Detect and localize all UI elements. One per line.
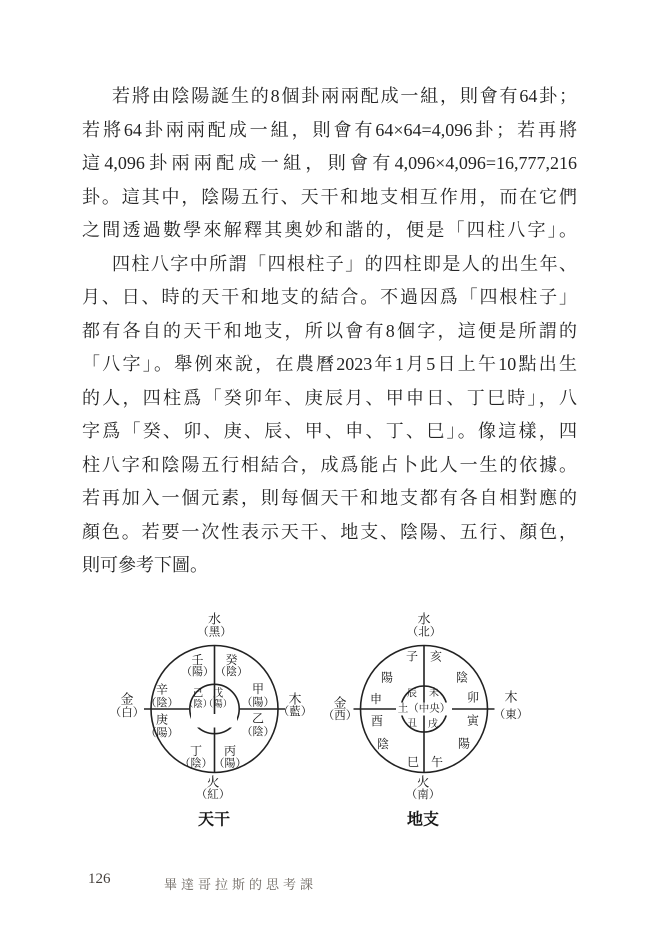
tiangan-diagram xyxy=(105,608,320,835)
dizhi-label-wood: 木 xyxy=(504,689,518,705)
dizhi-caption: 地支 xyxy=(406,811,440,829)
tiangan-stem-ji: 己 xyxy=(192,688,204,699)
tiangan-stem-geng-pol: （陽） xyxy=(145,727,179,739)
paragraph2-line9: 顏色。若要一次性表示天干、地支、陰陽、五行、顏色， xyxy=(82,521,577,542)
paragraph2-line6: 字爲「癸、卯、庚、辰、甲、申、丁、巳」。像這樣，四 xyxy=(82,421,577,441)
tiangan-earth-label-background xyxy=(191,714,237,728)
paragraph2-line4: 「八字」。舉例來說，在農曆2023年1月5日上午10點出生 xyxy=(82,354,577,374)
dizhi-label-fire: 火 xyxy=(416,774,430,790)
tiangan-stem-yi: 乙 xyxy=(251,711,265,726)
tiangan-stem-xin-pol: （陰） xyxy=(145,697,179,709)
dizhi-yang-upper: 陽 xyxy=(380,670,394,685)
paragraph1-line2: 若將64卦兩兩配成一組，則會有64×64=4,096卦；若再將 xyxy=(82,119,577,140)
dizhi-branch-hai: 亥 xyxy=(429,649,443,664)
dizhi-label-water-dir: （北） xyxy=(406,626,442,639)
tiangan-stem-bing-pol: （陽） xyxy=(213,757,247,770)
tiangan-stem-ren-pol: （陽） xyxy=(181,666,214,678)
tiangan-stem-ding: 丁 xyxy=(189,744,203,758)
paragraph2-line7: 柱八字和陰陽五行相結合，成爲能占卜此人一生的依據。 xyxy=(82,454,577,475)
dizhi-yang-lower: 陽 xyxy=(457,736,471,751)
tiangan-caption: 天干 xyxy=(197,811,231,829)
tiangan-stem-jia-pol: （陽） xyxy=(241,696,275,709)
tiangan-stem-wu: 戊 xyxy=(212,688,224,699)
paragraph1-line1: 若將由陰陽誕生的8個卦兩兩配成一組，則會有64卦； xyxy=(112,86,577,106)
tiangan-label-water-color: （黑） xyxy=(197,626,232,639)
page-footer xyxy=(0,868,663,896)
dizhi-yin-upper: 陰 xyxy=(455,670,469,685)
tiangan-label-wood-color: （藍） xyxy=(277,706,313,718)
tiangan-stem-yi-pol: （陰） xyxy=(241,726,275,738)
dizhi-branch-chen: 辰 xyxy=(407,688,417,700)
dizhi-branch-zi: 子 xyxy=(405,649,419,664)
paragraph2-line8: 若再加入一個元素，則每個天干和地支都有各自相對應的 xyxy=(82,488,577,508)
tiangan-stem-bing: 丙 xyxy=(223,744,237,758)
paragraph2-line5: 的人，四柱爲「癸卯年、庚辰月、甲申日、丁巳時」，八 xyxy=(82,387,577,408)
dizhi-branch-yin: 寅 xyxy=(466,713,480,728)
tiangan-label-wood: 木 xyxy=(288,691,302,707)
paragraph2-line10: 則可參考下圖。 xyxy=(82,555,208,575)
dizhi-branch-mao: 卯 xyxy=(466,690,480,705)
tiangan-stem-wu-pol: （陽） xyxy=(203,700,233,710)
dizhi-label-metal: 金 xyxy=(333,695,347,711)
tiangan-stem-xin: 辛 xyxy=(155,682,169,697)
tiangan-stem-jia: 甲 xyxy=(251,682,265,696)
tiangan-stem-gui-pol: （陰） xyxy=(215,666,248,678)
dizhi-diagram xyxy=(315,608,530,835)
dizhi-branch-xu: 戌 xyxy=(428,719,438,730)
tiangan-stem-geng: 庚 xyxy=(155,712,169,727)
tiangan-label-fire-color: （紅） xyxy=(195,789,231,801)
dizhi-branch-chou: 丑 xyxy=(407,718,417,730)
dizhi-branch-wei: 未 xyxy=(429,688,439,699)
paragraph1-line5: 之間透過數學來解釋其奧妙和諧的，便是「四柱八字」。 xyxy=(82,220,577,240)
body-text xyxy=(82,80,577,583)
tiangan-label-metal-color: （白） xyxy=(109,707,145,719)
dizhi-label-fire-dir: （南） xyxy=(405,789,441,801)
paragraph2-line2: 月、日、時的天干和地支的結合。不過因爲「四根柱子」 xyxy=(82,287,577,307)
paragraph1-line3: 這4,096卦兩兩配成一組，則會有4,096×4,096=16,777,216 xyxy=(82,153,577,173)
dizhi-branch-shen: 申 xyxy=(369,692,383,706)
dizhi-branch-si: 巳 xyxy=(406,755,420,769)
dizhi-label-water: 水 xyxy=(417,611,431,627)
tiangan-label-fire: 火 xyxy=(206,774,220,790)
tiangan-stem-gui: 癸 xyxy=(225,653,238,667)
paragraph2-line3: 都有各自的天干和地支，所以會有8個字，這便是所謂的 xyxy=(82,320,577,341)
tiangan-stem-ding-pol: （陰） xyxy=(179,757,213,770)
dizhi-earth-label: 土（中央） xyxy=(397,703,451,715)
paragraph1-line4: 卦。這其中，陰陽五行、天干和地支相互作用，而在它們 xyxy=(82,186,577,207)
dizhi-yin-lower: 陰 xyxy=(376,737,390,751)
dizhi-label-wood-dir: （東） xyxy=(493,709,529,721)
page-number: 126 xyxy=(88,871,111,887)
dizhi-branch-wu: 午 xyxy=(430,755,444,769)
tiangan-stem-ren: 壬 xyxy=(191,653,204,667)
tiangan-label-metal: 金 xyxy=(120,691,134,707)
tiangan-stem-ji-pol: （陰） xyxy=(183,700,213,710)
paragraph2-line1: 四柱八字中所謂「四根柱子」的四柱即是人的出生年、 xyxy=(112,253,577,274)
dizhi-label-metal-dir: （西） xyxy=(322,710,358,722)
dizhi-branch-you: 酉 xyxy=(370,714,384,728)
book-title: 畢達哥拉斯的思考課 xyxy=(164,877,318,892)
tiangan-label-water: 水 xyxy=(207,611,222,627)
